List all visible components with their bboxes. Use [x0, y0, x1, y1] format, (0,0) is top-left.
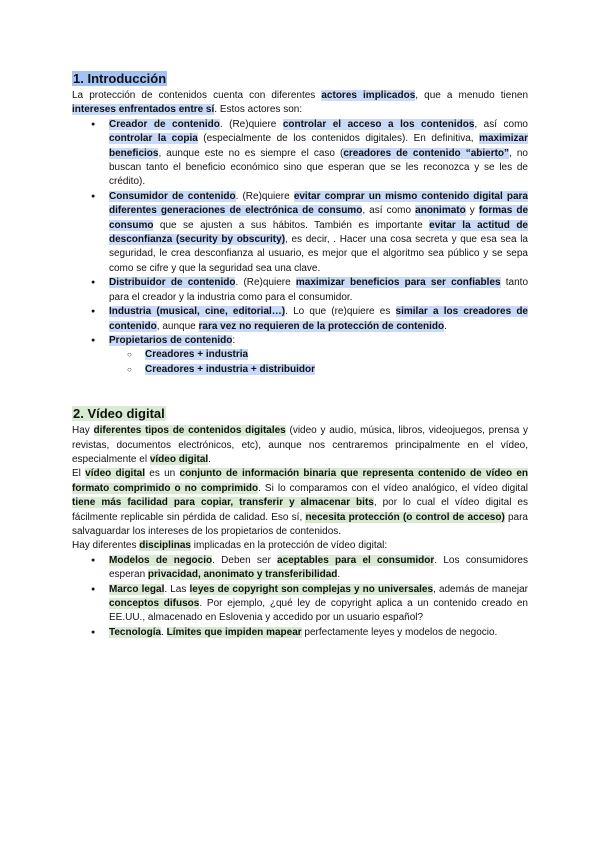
actors-list — [72, 118, 528, 377]
list-item-creador: ● Creador de contenido. (Re)quiere controlar el acceso a los contenidos, así como controlar la copia (especialmente de los contenidos digitales). En definitiva, maximizar beneficios, aunque este no es siempre el caso (creadores de contenido “abierto”, no buscan tanto el beneficio económico sino que esperan que se les reconozca y se les de crédito). — [109, 118, 528, 190]
sublist-item: ○ Creadores + industria + distribuidor — [145, 363, 528, 377]
section-1-heading: 1. Introducción — [73, 71, 167, 86]
list-item-distribuidor: ● Distribuidor de contenido. (Re)quiere maximizar beneficios para ser confiables tanto para el creador y la industria como para el consumidor. — [109, 276, 528, 305]
propietarios-sublist — [109, 348, 528, 377]
section-spacer — [72, 377, 528, 405]
list-item-consumidor: ● Consumidor de contenido. (Re)quiere evitar comprar un mismo contenido digital para diferentes generaciones de electrónica de consumo, así como anonimato y formas de consumo que se ajusten a sus hábitos. También es importante evitar la actitud de desconfianza (security by obscurity), es decir, . Hacer una cosa secreta y que esa sea la seguridad, le crea desconfianza al usuario, es mejor que el algoritmo sea público y se sepa como se cifre y que la seguridad sea una clave. — [109, 190, 528, 276]
video-paragraph-3: Hay diferentes disciplinas implicadas en la protección de vídeo digital: — [72, 540, 388, 552]
section-2-heading: 2. Vídeo digital — [73, 406, 165, 422]
sublist-item: ○ Creadores + industria — [145, 348, 528, 362]
list-item-industria: ● Industria (musical, cine, editorial…). Lo que (re)quiere es similar a los creadores de contenido, aunque rara vez no requieren de la protección de contenido. — [109, 305, 528, 334]
video-paragraph-2: El vídeo digital es un conjunto de información binaria que representa contenido de vídeo en formato comprimido o no comprimido. Si lo comparamos con el vídeo analógico, el vídeo digital tiene más facilidad para copiar, transferir y almacenar bits, por lo cual el vídeo digital es fácilmente replicable sin pérdida de calidad. Eso sí, necesita protección (o control de acceso) para salvaguardar los intereses de los propietarios de contenidos. — [72, 468, 528, 537]
list-item-tecnologia: ● Tecnología. Límites que impiden mapear perfectamente leyes y modelos de negocio. — [109, 626, 528, 640]
list-item-marco-legal: ● Marco legal. Las leyes de copyright son complejas y no universales, además de manejar conceptos difusos. Por ejemplo, ¿qué ley de copyright aplica a un contenido creado en EE.UU., almacenado en Eslovenia y accedido por un usuario español? — [109, 583, 528, 626]
video-paragraph-1: Hay diferentes tipos de contenidos digitales (video y audio, música, libros, videojuegos, prensa y revistas, documentos electrónicos, etc), aunque nos centraremos principalmente en el vídeo, especialmente el vídeo digital. — [72, 425, 528, 465]
disciplines-list — [72, 554, 528, 640]
intro-paragraph: La protección de contenidos cuenta con diferentes actores implicados, que a menudo tienen intereses enfrentados entre sí. Estos actores son: — [72, 90, 529, 116]
list-item-propietarios: ● Propietarios de contenido: ○ Creadores + industria ○ Creadores + industria + distribuidor — [109, 334, 528, 377]
list-item-modelos: ● Modelos de negocio. Deben ser aceptables para el consumidor. Los consumidores esperan privacidad, anonimato y transferibilidad. — [109, 554, 528, 583]
